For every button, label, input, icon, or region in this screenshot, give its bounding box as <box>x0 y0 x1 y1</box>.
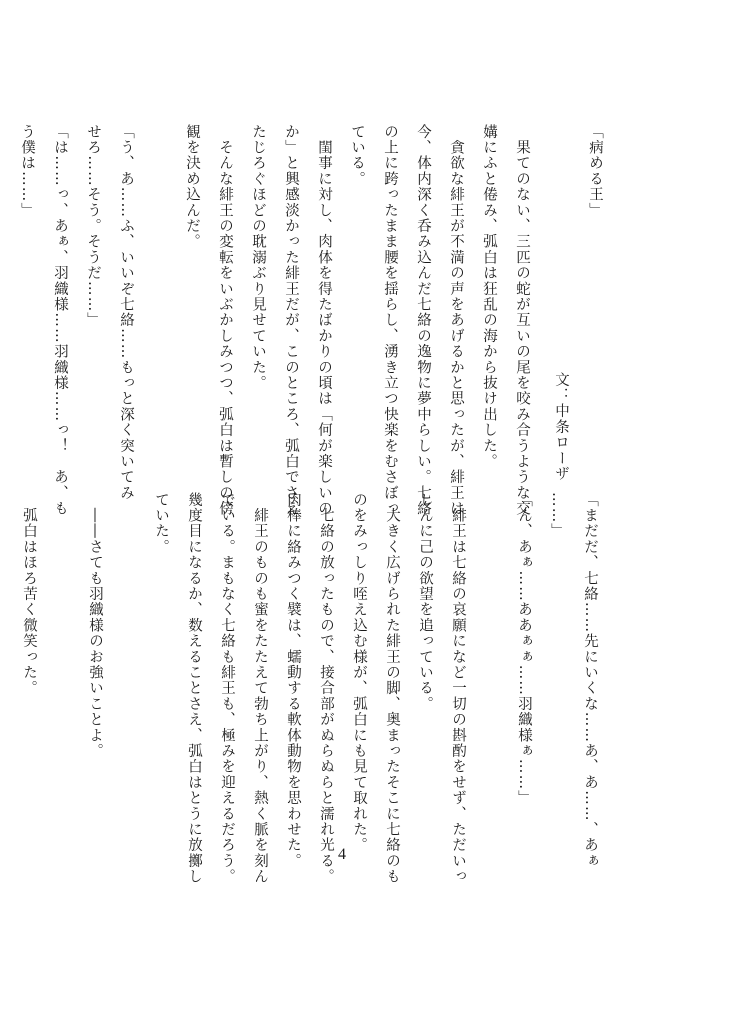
author-credit: 文：中条ローザ <box>553 372 569 482</box>
text-column: 緋王は七絡の哀願になど一切の斟酌をせず、ただいっ <box>450 492 466 885</box>
text-column: の上に跨ったまま腰を揺らし、湧き立つ快楽をむさぼっ <box>382 124 398 517</box>
upper-text-block <box>10 124 538 517</box>
text-column: 幾度目になるか、数えることさえ、弧白はとうに放擲し <box>186 492 202 885</box>
text-column: 弧白はほろ苦く微笑った。 <box>21 492 37 697</box>
text-column: そんな緋王の変転をいぶかしみつつ、弧白は暫しの傍 <box>217 124 233 517</box>
text-column: ――さても羽織様のお強いことよ。 <box>87 492 103 759</box>
text-column: 「う、あ……ふ、いいぞ七絡……もっと深く突いてみ <box>118 124 134 501</box>
text-column: 果てのない、三匹の蛇が互いの尾を咬み合うような交 <box>514 124 530 517</box>
text-column: のをみっしり咥え込む様が、弧白にも見て取れた。 <box>351 492 367 854</box>
text-column: せろ……そう。そうだ……」 <box>85 124 101 329</box>
text-column: ……」 <box>549 492 565 540</box>
text-column: 貪欲な緋王が不満の声をあげるかと思ったが、緋王は <box>448 124 464 517</box>
text-column: 閨事に対し、肉体を得たばかりの頃は「何が楽しいの <box>316 124 332 517</box>
text-column: か」と興感淡かった緋王だが、このところ、弧白でさえ <box>283 124 299 517</box>
text-column: 「まだだ、七絡……先にいくな……あ、あ……、あぁ <box>582 492 598 869</box>
text-column: う僕は……」 <box>19 124 35 219</box>
text-column: 「は……っ、あぁ、羽織様……羽織様……っ！ あ、も <box>52 124 68 517</box>
lower-text-block <box>0 492 606 885</box>
text-column: 「ん、あぁ……ああぁぁ……羽織様ぁ……」 <box>516 492 532 806</box>
text-column: 観を決め込んだ。 <box>184 124 200 250</box>
text-column: ている。 <box>349 124 365 187</box>
text-column: 緋王のものも蜜をたたえて勃ち上がり、熱く脈を刻ん <box>252 492 268 885</box>
text-column: 肉棒に絡みつく襞は、蠕動する軟体動物を思わせた。 <box>285 492 301 869</box>
text-column: しんに己の欲望を追っている。 <box>417 492 433 712</box>
text-column: たじろぐほどの耽溺ぶり見せていた。 <box>250 124 266 391</box>
blank-column <box>142 124 175 517</box>
text-column: 今、体内深く呑み込んだ七絡の逸物に夢中らしい。七絡 <box>415 124 431 517</box>
text-column: 大きく広げられた緋王の脚、奥まったそこに七絡のも <box>384 492 400 885</box>
blank-column <box>0 492 12 885</box>
text-column: 媾にふと倦み、弧白は狂乱の海から抜け出した。 <box>481 124 497 470</box>
text-column: でいる。まもなく七絡も緋王も、極みを迎えるだろう。 <box>219 492 235 885</box>
page-number: 4 <box>338 846 346 863</box>
text-column: ていた。 <box>153 492 169 555</box>
text-column: 七絡の放ったもので、接合部がぬらぬらと濡れ光る。 <box>318 492 334 885</box>
story-title: 「病める王」 <box>587 124 603 219</box>
blank-column <box>474 492 507 885</box>
blank-column <box>111 492 144 885</box>
blank-column <box>45 492 78 885</box>
